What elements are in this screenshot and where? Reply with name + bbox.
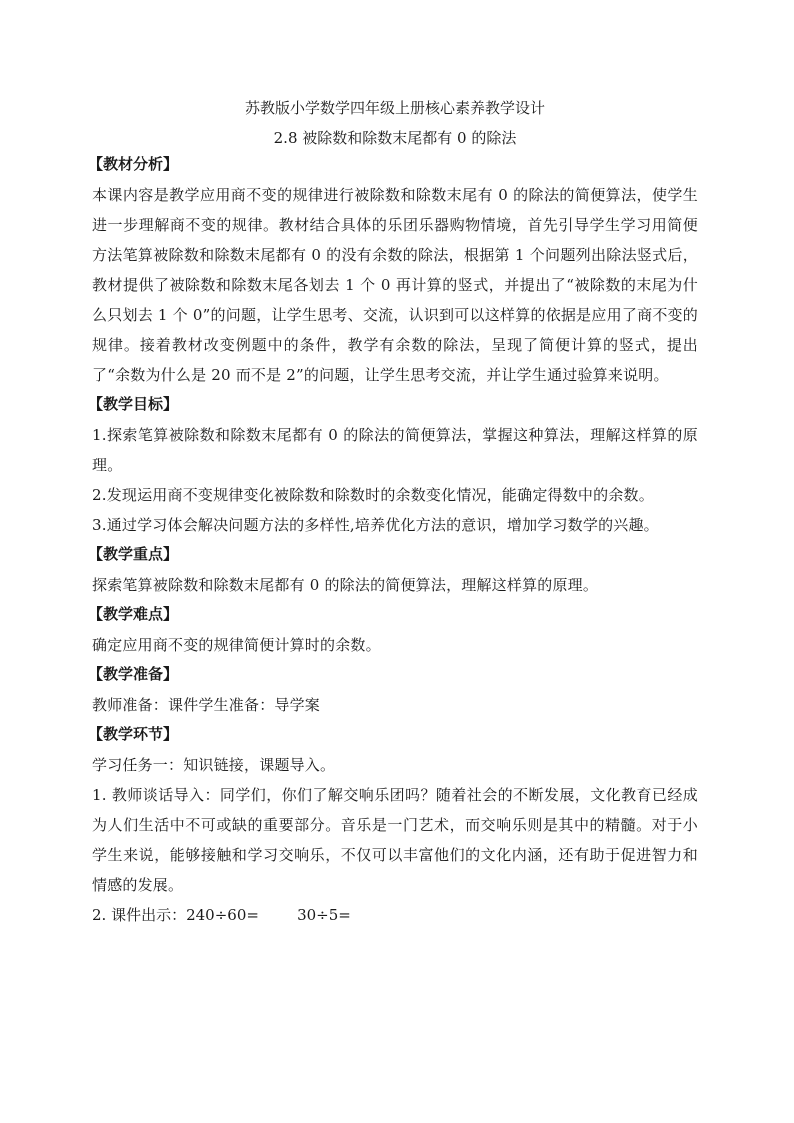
section-heading-key: 【教学重点】 (88, 545, 179, 563)
prep-paragraph: 教师准备：课件学生准备：导学案 (92, 696, 321, 714)
goal-item-2: 2.发现运用商不变规律变化被除数和除数时的余数变化情况，能确定得数中的余数。 (92, 486, 654, 504)
document-title: 苏教版小学数学四年级上册核心素养教学设计 (244, 99, 545, 117)
difficulty-paragraph: 确定应用商不变的规律简便计算时的余数。 (92, 636, 381, 654)
section-heading-analysis: 【教材分析】 (88, 155, 179, 173)
section-heading-difficulty: 【教学难点】 (88, 605, 179, 623)
goal-item-1: 1.探索笔算被除数和除数末尾都有 0 的除法的简便算法，掌握这种算法，理解这样算的原理。 (92, 426, 698, 474)
section-heading-prep: 【教学准备】 (88, 665, 179, 683)
step-two-line: 2. 课件出示：240÷60= 30÷5= (92, 906, 351, 924)
analysis-paragraph: 本课内容是教学应用商不变的规律进行被除数和除数末尾有 0 的除法的简便算法，使学生进一步理解商不变的规律。教材结合具体的乐团乐器购物情境，首先引导学生学习用简便方法笔算被除数和除数末尾都有 0 的没有余数的除法，根据第 1 个问题列出除法竖式后，教材提供了被除数和除数末尾各划去 1 个 0 再计算的竖式，并提出了“被除数的末尾为什么只划去 1 个 0”的问题，让学生思考、交流，认识到可以这样算的依据是应用了商不变的规律。接着教材改变例题中的条件，教学有余数的除法，呈现了简便计算的竖式，提出了“余数为什么是 20 而不是 2”的问题，让学生思考交流，并让学生通过验算来说明。 (92, 186, 698, 384)
section-heading-goals: 【教学目标】 (88, 395, 179, 413)
task-one-line: 学习任务一：知识链接，课题导入。 (92, 756, 336, 774)
step-one-paragraph: 1. 教师谈话导入：同学们，你们了解交响乐团吗？随着社会的不断发展，文化教育已经成为人们生活中不可或缺的重要部分。音乐是一门艺术，而交响乐则是其中的精髓。对于小学生来说，能够接触和学习交响乐，不仅可以丰富他们的文化内涵，还有助于促进智力和情感的发展。 (92, 786, 698, 894)
lesson-subtitle: 2.8 被除数和除数末尾都有 0 的除法 (273, 129, 517, 147)
section-heading-process: 【教学环节】 (88, 725, 179, 743)
goal-item-3: 3.通过学习体会解决问题方法的多样性,培养优化方法的意识，增加学习数学的兴趣。 (92, 516, 659, 534)
key-paragraph: 探索笔算被除数和除数末尾都有 0 的除法的简便算法，理解这样算的原理。 (92, 576, 599, 594)
